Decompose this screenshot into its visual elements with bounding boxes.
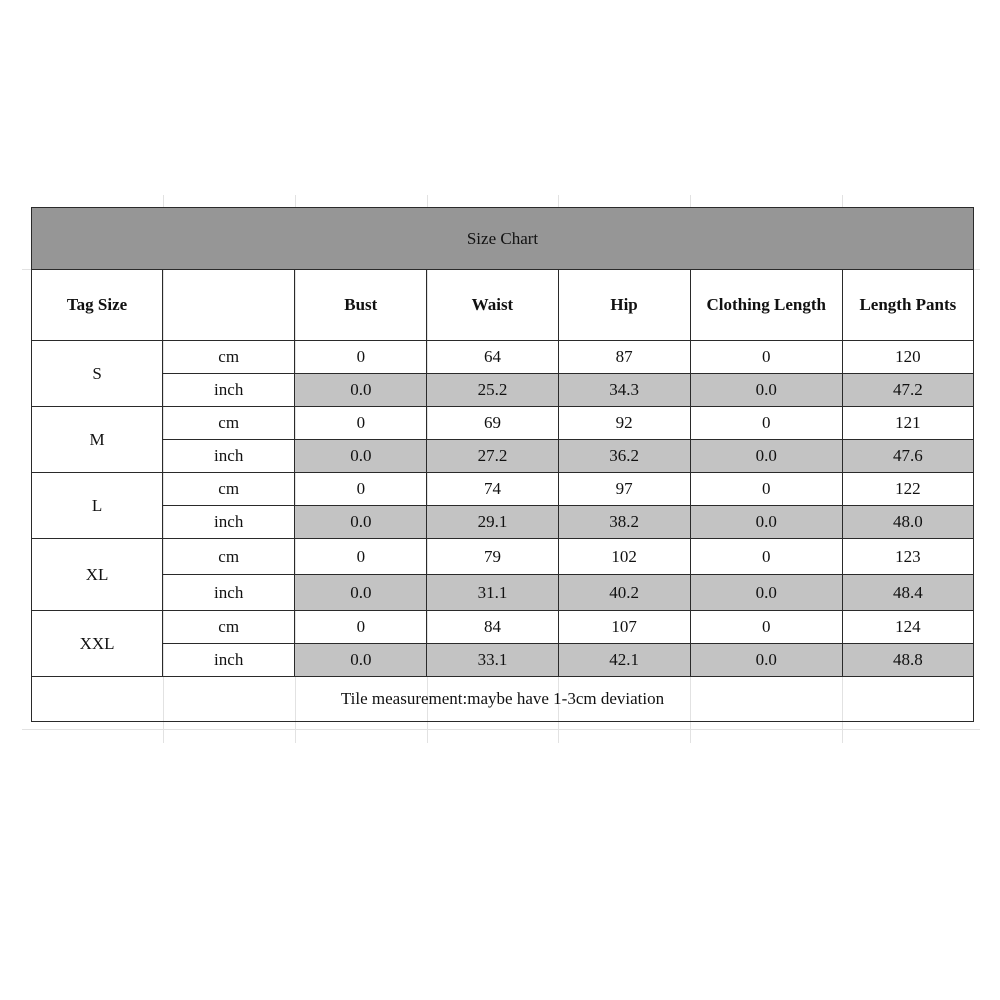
cell-waist: 69 (427, 407, 558, 440)
unit-inch: inch (163, 374, 295, 407)
unit-cm: cm (163, 611, 295, 644)
size-label: L (32, 473, 163, 539)
cell-bust: 0.0 (295, 440, 427, 473)
cell-clothing-length: 0.0 (690, 440, 842, 473)
cell-bust: 0.0 (295, 575, 427, 611)
size-label: XXL (32, 611, 163, 677)
cell-waist: 25.2 (427, 374, 558, 407)
cell-bust: 0 (295, 539, 427, 575)
unit-cm: cm (163, 539, 295, 575)
cell-bust: 0 (295, 341, 427, 374)
header-unit (163, 270, 295, 341)
table-row (32, 473, 974, 506)
size-label: XL (32, 539, 163, 611)
cell-hip: 38.2 (558, 506, 690, 539)
cell-clothing-length: 0 (690, 341, 842, 374)
cell-waist: 31.1 (427, 575, 558, 611)
cell-hip: 40.2 (558, 575, 690, 611)
header-length-pants: Length Pants (842, 270, 973, 341)
size-chart-table (31, 207, 974, 722)
cell-hip: 42.1 (558, 644, 690, 677)
cell-length-pants: 121 (842, 407, 973, 440)
unit-inch: inch (163, 644, 295, 677)
unit-cm: cm (163, 473, 295, 506)
cell-length-pants: 47.6 (842, 440, 973, 473)
measurement-note: Tile measurement:maybe have 1-3cm deviation (32, 677, 974, 722)
table-row (32, 611, 974, 644)
table-row (32, 644, 974, 677)
chart-title: Size Chart (32, 208, 974, 270)
cell-length-pants: 48.8 (842, 644, 973, 677)
header-clothing-length: Clothing Length (690, 270, 842, 341)
cell-waist: 84 (427, 611, 558, 644)
unit-cm: cm (163, 407, 295, 440)
cell-waist: 33.1 (427, 644, 558, 677)
cell-waist: 74 (427, 473, 558, 506)
cell-bust: 0.0 (295, 506, 427, 539)
cell-hip: 102 (558, 539, 690, 575)
cell-clothing-length: 0.0 (690, 644, 842, 677)
cell-hip: 34.3 (558, 374, 690, 407)
unit-inch: inch (163, 506, 295, 539)
cell-bust: 0.0 (295, 374, 427, 407)
cell-hip: 97 (558, 473, 690, 506)
header-tag-size: Tag Size (32, 270, 163, 341)
cell-waist: 29.1 (427, 506, 558, 539)
cell-clothing-length: 0.0 (690, 575, 842, 611)
size-label: S (32, 341, 163, 407)
gridline (22, 729, 980, 730)
table-row (32, 575, 974, 611)
cell-length-pants: 47.2 (842, 374, 973, 407)
table-row (32, 341, 974, 374)
cell-hip: 87 (558, 341, 690, 374)
cell-waist: 27.2 (427, 440, 558, 473)
unit-inch: inch (163, 440, 295, 473)
header-row (32, 270, 974, 341)
size-label: M (32, 407, 163, 473)
cell-waist: 79 (427, 539, 558, 575)
cell-clothing-length: 0 (690, 407, 842, 440)
table-row (32, 440, 974, 473)
cell-clothing-length: 0 (690, 611, 842, 644)
table-row (32, 407, 974, 440)
cell-length-pants: 124 (842, 611, 973, 644)
cell-clothing-length: 0.0 (690, 506, 842, 539)
cell-hip: 107 (558, 611, 690, 644)
table-row (32, 506, 974, 539)
cell-hip: 92 (558, 407, 690, 440)
unit-inch: inch (163, 575, 295, 611)
cell-length-pants: 48.4 (842, 575, 973, 611)
cell-bust: 0 (295, 407, 427, 440)
cell-length-pants: 120 (842, 341, 973, 374)
unit-cm: cm (163, 341, 295, 374)
cell-bust: 0 (295, 611, 427, 644)
table-row (32, 374, 974, 407)
header-waist: Waist (427, 270, 558, 341)
cell-clothing-length: 0.0 (690, 374, 842, 407)
header-hip: Hip (558, 270, 690, 341)
cell-length-pants: 122 (842, 473, 973, 506)
cell-bust: 0.0 (295, 644, 427, 677)
cell-length-pants: 123 (842, 539, 973, 575)
cell-clothing-length: 0 (690, 539, 842, 575)
header-bust: Bust (295, 270, 427, 341)
cell-bust: 0 (295, 473, 427, 506)
table-row (32, 539, 974, 575)
cell-clothing-length: 0 (690, 473, 842, 506)
cell-length-pants: 48.0 (842, 506, 973, 539)
cell-waist: 64 (427, 341, 558, 374)
cell-hip: 36.2 (558, 440, 690, 473)
